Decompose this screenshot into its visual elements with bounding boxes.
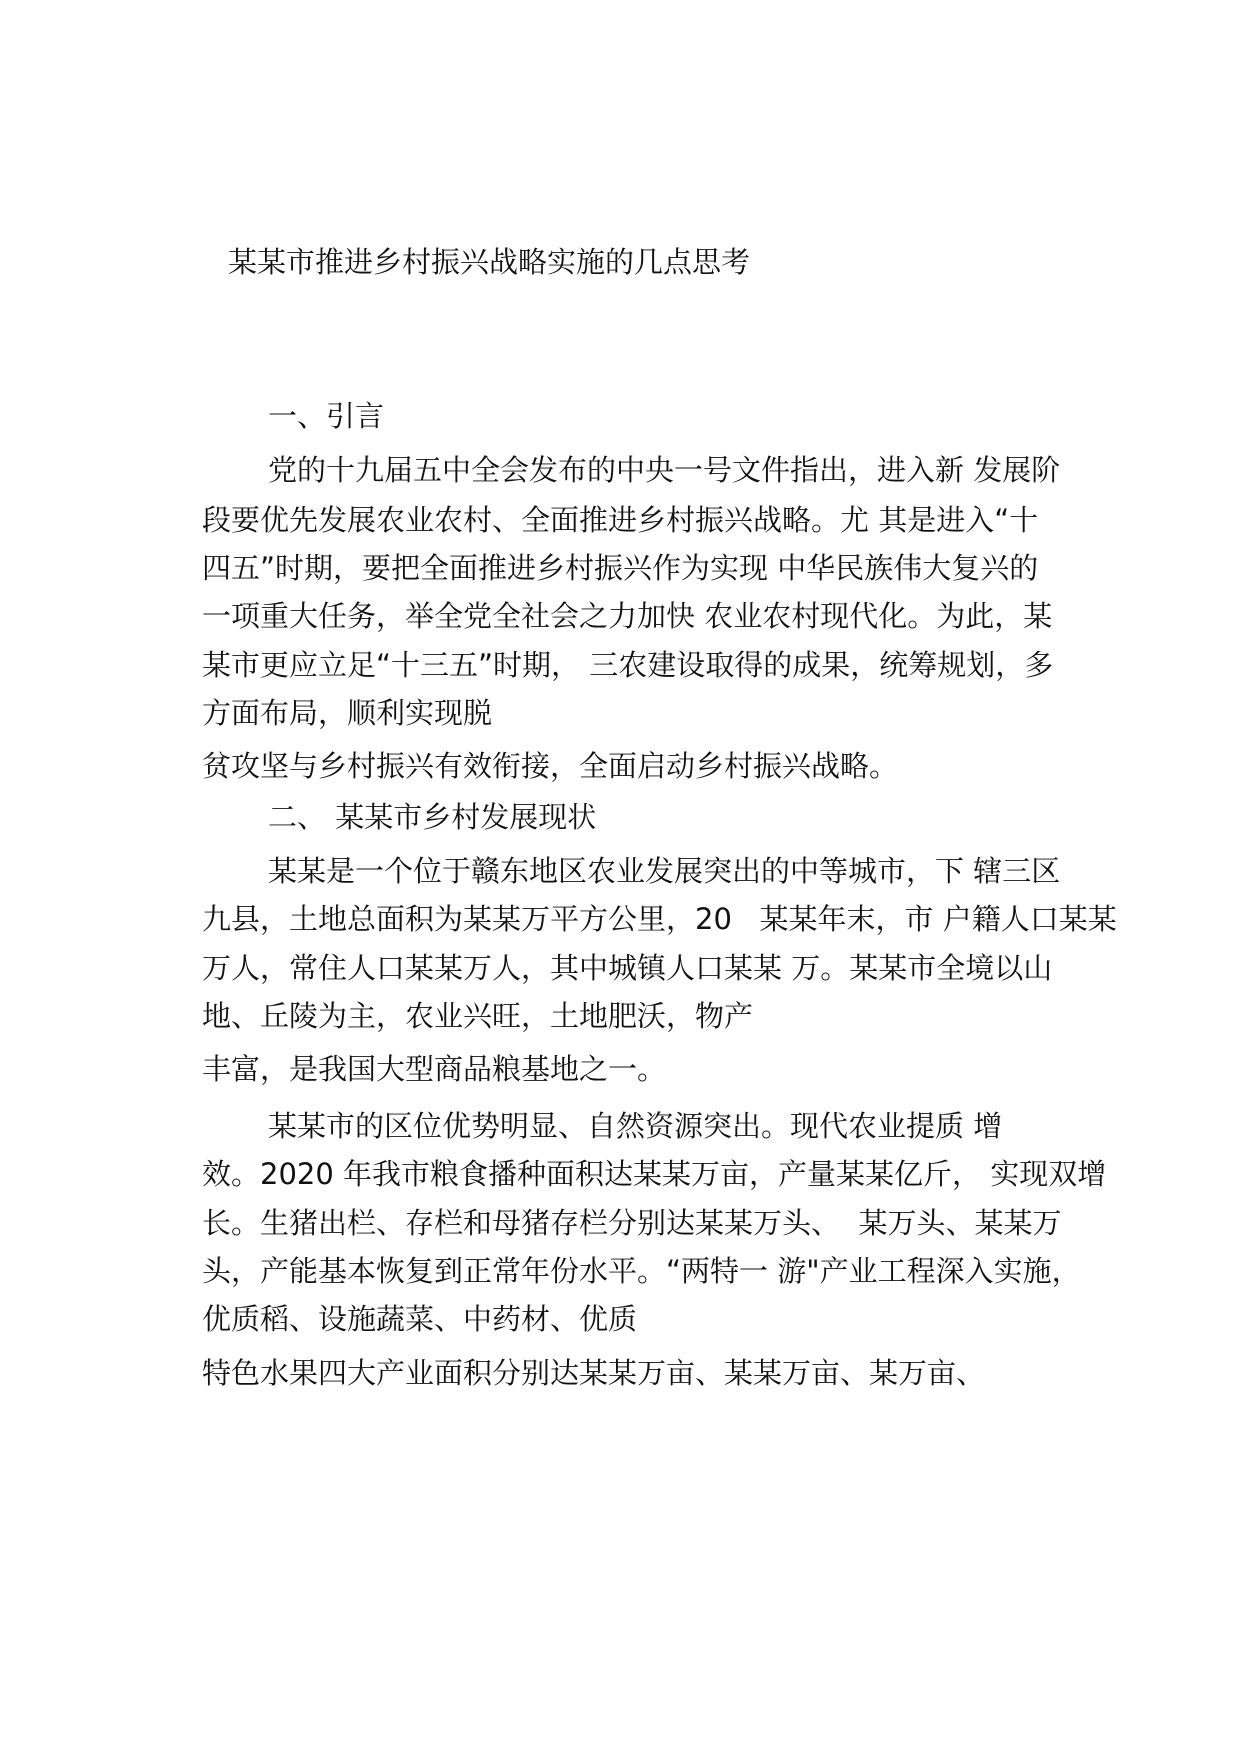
paragraph-line: 某某是一个位于赣东地区农业发展突出的中等城市，下 辖三区 bbox=[268, 854, 1061, 888]
paragraph-line: 效。2020 年我市粮食播种面积达某某万亩，产量某某亿斤， 实现双增 bbox=[202, 1157, 1107, 1191]
paragraph-line: 某某市的区位优势明显、自然资源突出。现代农业提质 增 bbox=[268, 1109, 1003, 1143]
paragraph-line: 段要优先发展农业农村、全面推进乡村振兴战略。尤 其是进入“十 bbox=[202, 503, 1039, 537]
paragraph-line: 优质稻、设施蔬菜、中药材、优质 bbox=[202, 1302, 638, 1336]
paragraph-line: 四五”时期，要把全面推进乡村振兴作为实现 中华民族伟大复兴的 bbox=[202, 551, 1039, 585]
paragraph-line: 方面布局，顺利实现脱 bbox=[202, 696, 493, 730]
paragraph-line: 万人，常住人口某某万人，其中城镇人口某某 万。某某市全境以山 bbox=[202, 951, 1053, 985]
paragraph-line: 党的十九届五中全会发布的中央一号文件指出，进入新 发展阶 bbox=[268, 453, 1061, 487]
paragraph-line: 头，产能基本恢复到正常年份水平。“两特一 游"产业工程深入实施， bbox=[202, 1254, 1081, 1288]
paragraph-line: 长。生猪出栏、存栏和母猪存栏分别达某某万头、 某万头、某某万 bbox=[202, 1206, 1062, 1240]
paragraph-line: 特色水果四大产业面积分别达某某万亩、某某万亩、某万亩、 bbox=[202, 1356, 986, 1390]
paragraph-line: 九县，土地总面积为某某万平方公里，20 某某年末，市 户籍人口某某 bbox=[202, 902, 1117, 936]
paragraph-line: 丰富，是我国大型商品粮基地之一。 bbox=[202, 1052, 667, 1086]
document-title: 某某市推进乡村振兴战略实施的几点思考 bbox=[228, 245, 751, 279]
paragraph-line: 一项重大任务，举全党全社会之力加快 农业农村现代化。为此，某 bbox=[202, 599, 1053, 633]
section-heading-status: 二、 某某市乡村发展现状 bbox=[268, 800, 597, 834]
paragraph-line: 某市更应立足“十三五”时期， 三农建设取得的成果，统筹规划，多 bbox=[202, 648, 1054, 682]
paragraph-line: 地、丘陵为主，农业兴旺，土地肥沃，物产 bbox=[202, 999, 754, 1033]
paragraph-line: 贫攻坚与乡村振兴有效衔接，全面启动乡村振兴战略。 bbox=[202, 749, 899, 783]
section-heading-introduction: 一、引言 bbox=[268, 399, 385, 433]
